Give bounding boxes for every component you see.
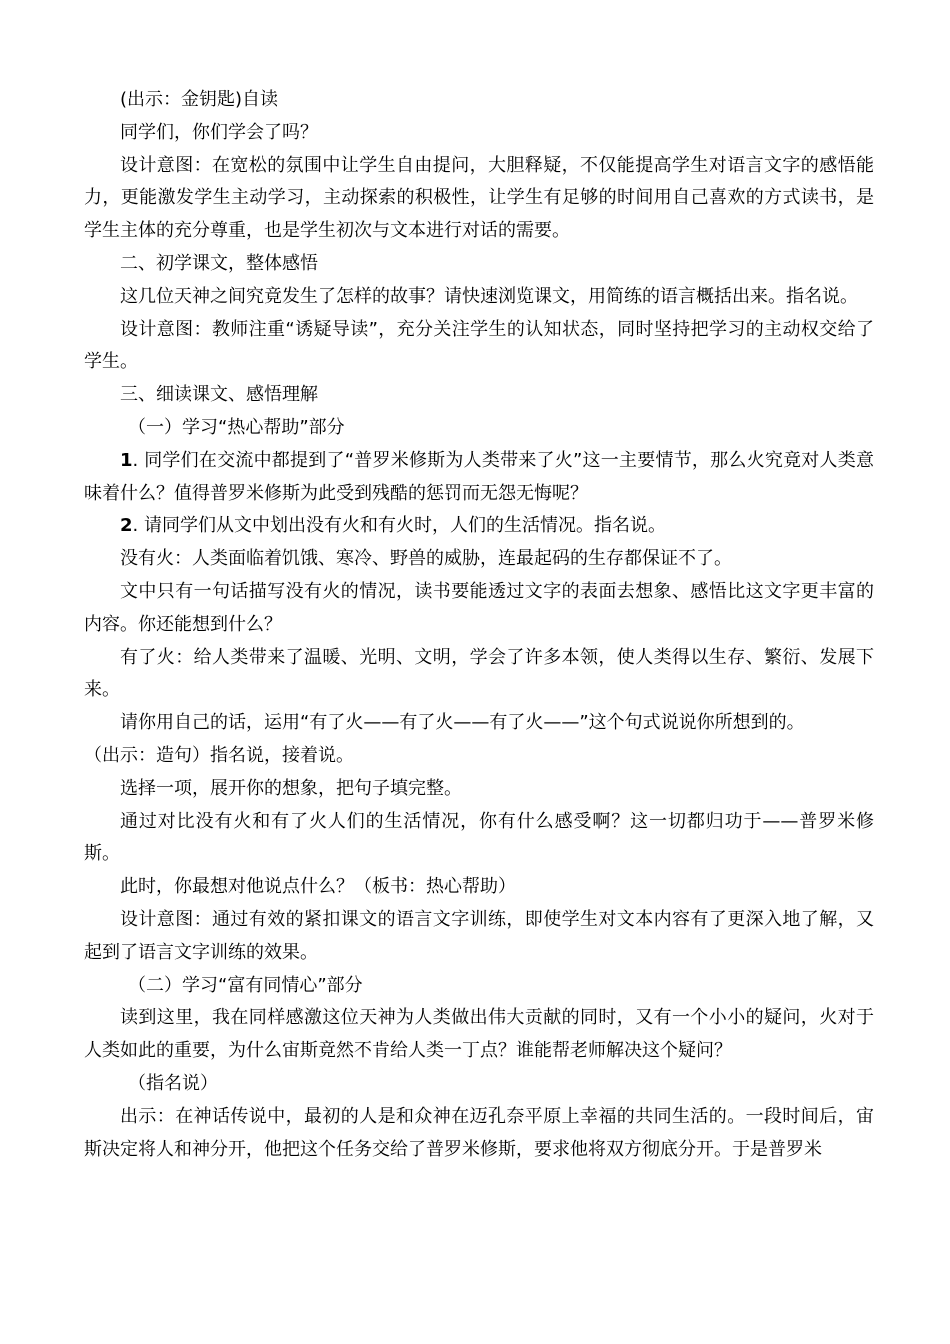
section-heading-3: 三、细读课文、感悟理解 [120,384,318,406]
paragraph-compare: 通过对比没有火和有了火人们的生活情况，你有什么感受啊？这一切都归功于——普罗米修斯。 [84,810,874,865]
paragraph-question-learned: 同学们，你们学会了吗？ [120,121,318,143]
paragraph-design-intent-1: 设计意图：在宽松的氛围中让学生自由提问，大胆释疑，不仅能提高学生对语言文字的感悟能力，更能激发学生主动学习，主动探索的积极性，让学生有足够的时间用自己喜欢的方式读书，是学生主体的充分尊重，也是学生初次与文本进行对话的需要。 [84,154,874,242]
subsection-heading-1: （一）学习“热心帮助”部分 [128,416,345,438]
item-2-text: 请同学们从文中划出没有火和有火时，人们的生活情况。指名说。 [143,515,666,537]
paragraph-show-sentence: （出示：造句）指名说，接着说。 [84,744,354,766]
paragraph-imagine: 文中只有一句话描写没有火的情况，读书要能透过文字的表面去想象、感悟比这文字更丰富的内容。你还能想到什么？ [84,580,874,635]
paragraph-item-1: 1. 同学们在交流中都提到了“普罗米修斯为人类带来了火”这一主要情节，那么火究竟对人类意味着什么？值得普罗米修斯为此受到残酷的惩罚而无怨无悔呢？ [84,449,874,504]
paragraph-design-intent-3: 设计意图：通过有效的紧扣课文的语言文字训练，即使学生对文本内容有了更深入地了解，又起到了语言文字训练的效果。 [84,908,874,963]
subsection-heading-2: （二）学习“富有同情心”部分 [128,974,363,996]
paragraph-choose-one: 选择一项，展开你的想象，把句子填完整。 [120,777,462,799]
item-1-text: 同学们在交流中都提到了“普罗米修斯为人类带来了火”这一主要情节，那么火究竟对人类意味着什么？值得普罗米修斯为此受到残酷的惩罚而无怨无悔呢？ [84,449,874,504]
paragraph-read-here: 读到这里，我在同样感激这位天神为人类做出伟大贡献的同时，又有一个小小的疑问，火对于人类如此的重要，为什么宙斯竟然不肯给人类一丁点？谁能帮老师解决这个疑问？ [84,1007,874,1062]
paragraph-sentence-pattern: 请你用自己的话，运用“有了火——有了火——有了火——”这个句式说说你所想到的。 [120,712,805,734]
document-page [84,84,874,1166]
item-number-2: 2 [120,515,133,537]
paragraph-name-say: （指名说） [128,1072,218,1094]
paragraph-design-intent-2: 设计意图：教师注重“诱疑导读”，充分关注学生的认知状态，同时坚持把学习的主动权交给了学生。 [84,318,874,373]
paragraph-say-to-him: 此时，你最想对他说点什么？（板书：热心帮助） [120,876,516,898]
section-heading-2: 二、初学课文，整体感悟 [120,252,318,274]
paragraph-show-golden-key: (出示：金钥匙)自读 [120,89,279,110]
paragraph-no-fire: 没有火：人类面临着饥饿、寒冷、野兽的威胁，连最起码的生存都保证不了。 [120,548,732,570]
item-number-1: 1 [120,449,133,471]
paragraph-story-question: 这几位天神之间究竟发生了怎样的故事？请快速浏览课文，用简练的语言概括出来。指名说。 [120,285,858,307]
paragraph-show-myth: 出示：在神话传说中，最初的人是和众神在迈孔奈平原上幸福的共同生活的。一段时间后，宙斯决定将人和神分开，他把这个任务交给了普罗米修斯，要求他将双方彻底分开。于是普罗米 [84,1105,874,1160]
paragraph-with-fire: 有了火：给人类带来了温暖、光明、文明，学会了许多本领，使人类得以生存、繁衍、发展下来。 [84,646,874,701]
paragraph-item-2: 2. 请同学们从文中划出没有火和有火时，人们的生活情况。指名说。 [120,515,666,537]
